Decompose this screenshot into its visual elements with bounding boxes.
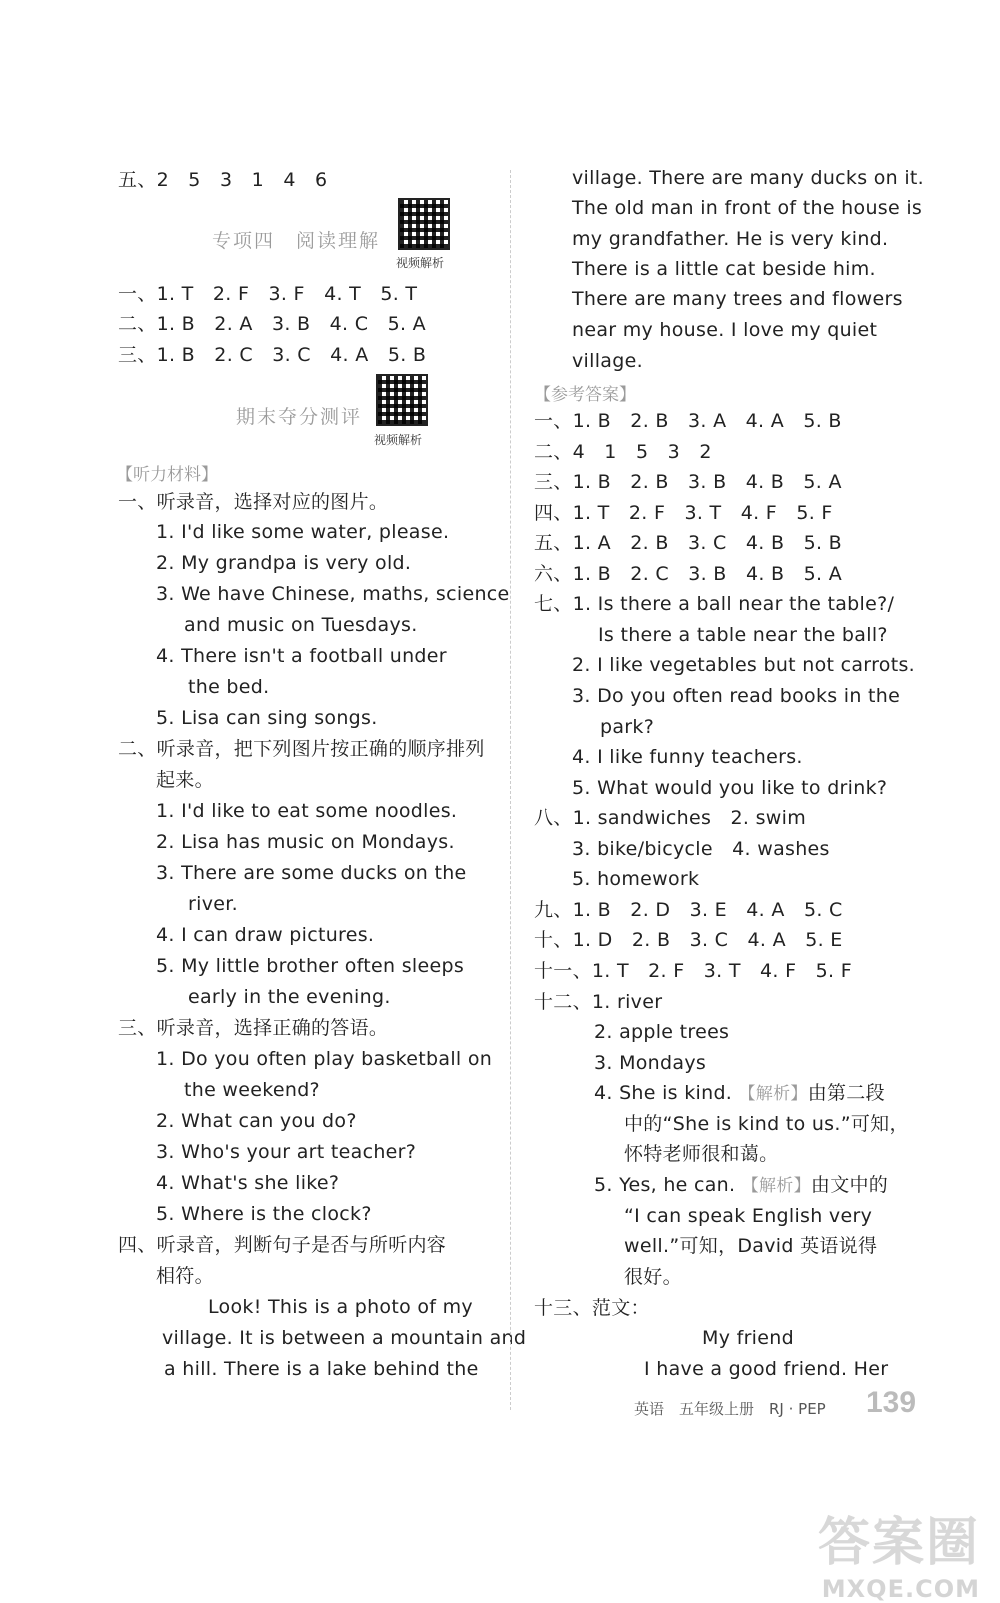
answer-line: 2. apple trees	[594, 1021, 730, 1043]
listening-line: 起来。	[156, 769, 214, 791]
answer-line: 六、1. B 2. C 3. B 4. B 5. A	[534, 563, 843, 585]
listening-line: 1. I'd like to eat some noodles.	[156, 800, 458, 822]
answer-line: 四、1. T 2. F 3. T 4. F 5. F	[534, 502, 833, 524]
listening-line: 2. Lisa has music on Mondays.	[156, 831, 455, 853]
section-five-answers: 五、2 5 3 1 4 6	[118, 169, 328, 191]
analysis-tag: 【解析】	[738, 1084, 808, 1104]
listening-line: 5. Lisa can sing songs.	[156, 707, 378, 729]
answer-line: park?	[600, 716, 655, 738]
answer-q4	[594, 1081, 885, 1106]
listening-line: 一、听录音，选择对应的图片。	[118, 491, 389, 513]
listening-line: a hill. There is a lake behind the	[164, 1358, 479, 1380]
answer-q4-line2: 中的“She is kind to us.”可知，	[624, 1113, 909, 1135]
passage-line: village.	[572, 350, 643, 372]
final-test-title: 期末夺分测评	[236, 406, 363, 428]
qr-caption: 视频解析	[396, 256, 445, 270]
listening-line: 4. There isn't a football under	[156, 645, 447, 667]
listening-line: 二、听录音，把下列图片按正确的顺序排列	[118, 738, 485, 760]
listening-line: and music on Tuesdays.	[184, 614, 418, 636]
answer-q5-rest: 由文中的	[810, 1174, 889, 1196]
listening-line: river.	[188, 893, 238, 915]
listening-line: 4. What's she like?	[156, 1172, 340, 1194]
passage-line: There are many trees and flowers	[572, 288, 903, 310]
listening-line: 2. What can you do?	[156, 1110, 357, 1132]
answer-line: 十二、1. river	[534, 991, 663, 1013]
answer-line: 3. Mondays	[594, 1052, 707, 1074]
listening-line: 3. We have Chinese, maths, science	[156, 583, 510, 605]
answer-line: Is there a table near the ball?	[598, 624, 888, 646]
answer-line: 七、1. Is there a ball near the table?/	[534, 593, 895, 615]
answer-q5-line3: well.”可知，David 英语说得	[624, 1235, 878, 1257]
answer-q5-text: 5. Yes, he can.	[594, 1174, 736, 1196]
listening-line: 1. Do you often play basketball on	[156, 1048, 493, 1070]
answer-line: 八、1. sandwiches 2. swim	[534, 807, 806, 829]
listening-line: 相符。	[156, 1265, 214, 1287]
answer-q4-line3: 怀特老师很和蔼。	[624, 1143, 779, 1165]
essay-title: My friend	[702, 1327, 794, 1349]
listening-line: village. It is between a mountain and	[162, 1327, 527, 1349]
s4-answer-2: 二、1. B 2. A 3. B 4. C 5. A	[118, 313, 426, 335]
essay-label: 十三、范文：	[534, 1297, 650, 1319]
answer-line: 一、1. B 2. B 3. A 4. A 5. B	[534, 410, 842, 432]
listening-line: 3. Who's your art teacher?	[156, 1141, 417, 1163]
listening-tag: 【听力材料】	[116, 465, 218, 485]
answer-line: 4. I like funny teachers.	[572, 746, 803, 768]
listening-line: 5. My little brother often sleeps	[156, 955, 465, 977]
listening-line: the bed.	[188, 676, 270, 698]
page-number: 139	[866, 1386, 917, 1419]
answer-q4-rest: 由第二段	[807, 1082, 885, 1104]
essay-line: I have a good friend. Her	[644, 1358, 889, 1380]
section4-title: 专项四 阅读理解	[212, 230, 381, 252]
listening-line: Look! This is a photo of my	[208, 1296, 473, 1318]
answer-line: 3. Do you often read books in the	[572, 685, 901, 707]
passage-line: The old man in front of the house is	[572, 197, 923, 219]
listening-line: early in the evening.	[188, 986, 391, 1008]
footer-subject: 英语 五年级上册 RJ · PEP	[634, 1400, 826, 1418]
answer-line: 2. I like vegetables but not carrots.	[572, 654, 915, 676]
answer-line: 十一、1. T 2. F 3. T 4. F 5. F	[534, 960, 852, 982]
answer-line: 二、4 1 5 3 2	[534, 441, 712, 463]
answer-line: 三、1. B 2. B 3. B 4. B 5. A	[534, 471, 842, 493]
qr-code-icon[interactable]	[398, 198, 450, 250]
listening-line: 2. My grandpa is very old.	[156, 552, 412, 574]
answer-line: 5. homework	[572, 868, 700, 890]
answer-line: 5. What would you like to drink?	[572, 777, 888, 799]
qr-caption: 视频解析	[374, 433, 423, 447]
analysis-tag: 【解析】	[741, 1176, 811, 1196]
answer-q4-text: 4. She is kind.	[594, 1082, 733, 1104]
answer-q5-line2: “I can speak English very	[624, 1205, 873, 1227]
answers-tag: 【参考答案】	[534, 385, 636, 405]
s4-answer-3: 三、1. B 2. C 3. C 4. A 5. B	[118, 344, 427, 366]
answer-line: 3. bike/bicycle 4. washes	[572, 838, 830, 860]
qr-code-icon[interactable]	[376, 374, 428, 426]
listening-line: the weekend?	[184, 1079, 320, 1101]
answer-line: 五、1. A 2. B 3. C 4. B 5. B	[534, 532, 843, 554]
column-divider	[510, 170, 511, 1410]
s4-answer-1: 一、1. T 2. F 3. F 4. T 5. T	[118, 283, 418, 305]
listening-line: 四、听录音，判断句子是否与所听内容	[118, 1234, 447, 1256]
listening-line: 3. There are some ducks on the	[156, 862, 467, 884]
listening-line: 4. I can draw pictures.	[156, 924, 375, 946]
passage-line: There is a little cat beside him.	[572, 258, 876, 280]
answer-line: 十、1. D 2. B 3. C 4. A 5. E	[534, 929, 843, 951]
watermark-logo: 答案圈	[817, 1513, 980, 1573]
answer-q5-line4: 很好。	[624, 1266, 682, 1288]
passage-line: near my house. I love my quiet	[572, 319, 878, 341]
answer-q5	[594, 1173, 888, 1198]
watermark-url: MXQE.COM	[821, 1575, 980, 1603]
listening-line: 1. I'd like some water, please.	[156, 521, 450, 543]
watermark	[780, 1500, 980, 1603]
answer-line: 九、1. B 2. D 3. E 4. A 5. C	[534, 899, 843, 921]
passage-line: village. There are many ducks on it.	[572, 167, 925, 189]
listening-line: 5. Where is the clock?	[156, 1203, 372, 1225]
listening-line: 三、听录音，选择正确的答语。	[118, 1017, 389, 1039]
passage-line: my grandfather. He is very kind.	[572, 228, 889, 250]
